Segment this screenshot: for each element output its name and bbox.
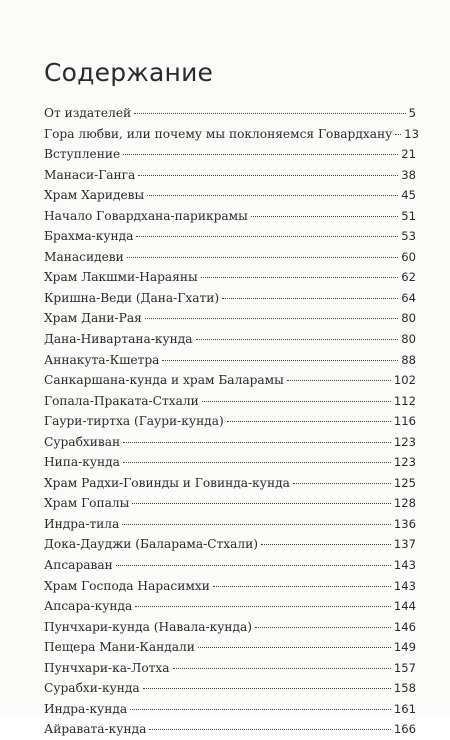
toc-entry: [44, 637, 416, 658]
toc-entry-title: Храм Лакшми-Нараяны: [44, 270, 198, 285]
toc-entry-title: Гаури-тиртха (Гаури-кунда): [44, 414, 224, 429]
toc-entry-title: Аннакута-Кшетра: [44, 352, 160, 367]
dot-leader: [227, 421, 391, 422]
toc-entry-page-number: 45: [401, 188, 416, 203]
dot-leader: [135, 606, 391, 607]
toc-entry-page-number: 157: [393, 660, 416, 675]
dot-leader: [287, 380, 391, 381]
toc-entry: [44, 555, 416, 576]
toc-entry-title: Сурабхи-кунда: [44, 681, 140, 696]
toc-entry-title: Санкаршана-кунда и храм Баларамы: [44, 373, 284, 388]
toc-entry-title: Пещера Мани-Кандали: [44, 640, 195, 655]
toc-entry-page-number: 112: [393, 393, 416, 408]
toc-entry: [44, 473, 416, 494]
toc-entry-page-number: 62: [401, 270, 416, 285]
page-title: Содержание: [44, 58, 214, 87]
toc-entry-title: Вступление: [44, 147, 121, 162]
toc-entry-title: Апсараван: [44, 558, 113, 573]
toc-entry: [44, 678, 416, 699]
toc-entry-title: Айравата-кунда: [44, 722, 147, 737]
dot-leader: [261, 544, 391, 545]
toc-entry-title: Сурабхиван: [44, 434, 121, 449]
toc-entry-title: От издателей: [44, 106, 132, 120]
toc-entry-page-number: 146: [393, 619, 416, 634]
dot-leader: [143, 688, 391, 689]
toc-entry: [44, 165, 416, 186]
toc-entry-page-number: 51: [401, 208, 416, 223]
toc-entry: [44, 493, 416, 514]
dot-leader: [123, 154, 398, 155]
toc-entry-title: Нипа-кунда: [44, 455, 120, 470]
dot-leader: [196, 339, 399, 340]
dot-leader: [116, 565, 391, 566]
toc-entry-title: Манасидеви: [44, 249, 124, 264]
toc-entry: [44, 617, 416, 638]
toc-entry: [44, 432, 416, 453]
dot-leader: [122, 524, 391, 525]
dot-leader: [123, 462, 391, 463]
dot-leader: [132, 503, 391, 504]
toc-entry-title: Пунчхари-ка-Лотха: [44, 660, 170, 675]
dot-leader: [145, 318, 398, 319]
dot-leader: [130, 709, 391, 710]
toc-entry: [44, 514, 416, 535]
toc-entry-page-number: 88: [401, 352, 416, 367]
toc-entry: [44, 144, 416, 165]
toc-entry-page-number: 53: [401, 229, 416, 244]
dot-leader: [123, 442, 391, 443]
dot-leader: [213, 586, 391, 587]
table-of-contents: [44, 103, 420, 740]
toc-entry-title: Индра-кунда: [44, 701, 128, 716]
toc-entry: [44, 226, 416, 247]
toc-entry-title: Манаси-Ганга: [44, 167, 136, 182]
toc-entry: [44, 534, 416, 555]
toc-entry-page-number: 5: [408, 106, 416, 120]
toc-entry-page-number: 123: [393, 455, 416, 470]
toc-entry-title: Гора любви, или почему мы поклоняемся Говардхану: [44, 126, 393, 141]
toc-entry-page-number: 21: [401, 147, 416, 162]
toc-entry: [44, 329, 416, 350]
dot-leader: [222, 298, 398, 299]
toc-entry: [44, 185, 416, 206]
toc-entry-title: Индра-тила: [44, 516, 120, 531]
toc-entry-page-number: 123: [393, 434, 416, 449]
toc-entry: [44, 103, 416, 124]
toc-entry-title: Дана-Нивартана-кунда: [44, 332, 193, 347]
toc-entry-page-number: 13: [404, 126, 420, 141]
toc-entry-page-number: 143: [393, 578, 416, 593]
dot-leader: [395, 134, 401, 135]
toc-entry-title: Апсара-кунда: [44, 599, 133, 614]
toc-entry-page-number: 60: [401, 249, 416, 264]
toc-entry-title: Дока-Дауджи (Баларама-Стхали): [44, 537, 259, 552]
dot-leader: [136, 236, 398, 237]
toc-entry-page-number: 80: [401, 332, 416, 347]
toc-entry: [44, 576, 416, 597]
toc-entry-title: Брахма-кунда: [44, 229, 134, 244]
toc-entry: [44, 699, 416, 720]
toc-entry: [44, 288, 416, 309]
dot-leader: [173, 668, 391, 669]
toc-entry: [44, 370, 416, 391]
toc-entry-title: Начало Говардхана-парикрамы: [44, 208, 248, 223]
toc-entry-page-number: 38: [401, 167, 416, 182]
toc-entry-page-number: 128: [393, 496, 416, 511]
dot-leader: [134, 113, 405, 114]
toc-entry-title: Пунчхари-кунда (Навала-кунда): [44, 619, 253, 634]
toc-entry-page-number: 116: [393, 414, 416, 429]
toc-entry: [44, 247, 416, 268]
toc-entry: [44, 308, 416, 329]
toc-entry-page-number: 149: [393, 640, 416, 655]
toc-entry: [44, 206, 416, 227]
toc-entry: [44, 124, 420, 145]
toc-entry-title: Храм Дани-Рая: [44, 311, 142, 326]
dot-leader: [251, 216, 398, 217]
toc-entry-title: Храм Радхи-Говинды и Говинда-кунда: [44, 475, 290, 490]
dot-leader: [201, 277, 399, 278]
toc-entry: [44, 391, 416, 412]
dot-leader: [147, 195, 398, 196]
dot-leader: [202, 401, 391, 402]
toc-entry-title: Храм Харидевы: [44, 188, 145, 203]
toc-entry-title: Храм Господа Нарасимхи: [44, 578, 210, 593]
toc-entry-page-number: 161: [393, 701, 416, 716]
dot-leader: [162, 360, 398, 361]
toc-entry-page-number: 102: [393, 373, 416, 388]
toc-entry-page-number: 80: [401, 311, 416, 326]
toc-entry-page-number: 144: [393, 599, 416, 614]
dot-leader: [293, 483, 391, 484]
toc-entry-page-number: 64: [401, 290, 416, 305]
toc-entry-page-number: 137: [393, 537, 416, 552]
toc-entry-title: Кришна-Веди (Дана-Гхати): [44, 290, 220, 305]
toc-entry-page-number: 158: [393, 681, 416, 696]
toc-entry-title: Гопала-Праката-Стхали: [44, 393, 199, 408]
toc-entry: [44, 658, 416, 679]
toc-entry: [44, 452, 416, 473]
dot-leader: [127, 257, 398, 258]
toc-entry-page-number: 136: [393, 516, 416, 531]
toc-entry: [44, 350, 416, 371]
dot-leader: [138, 175, 398, 176]
toc-entry-title: Храм Гопалы: [44, 496, 130, 511]
toc-entry: [44, 411, 416, 432]
toc-entry-page-number: 125: [393, 475, 416, 490]
toc-entry-page-number: 143: [393, 558, 416, 573]
toc-entry: [44, 596, 416, 617]
dot-leader: [198, 647, 391, 648]
dot-leader: [149, 729, 391, 730]
toc-entry: [44, 719, 416, 740]
dot-leader: [255, 627, 391, 628]
toc-entry-page-number: 166: [393, 722, 416, 737]
toc-entry: [44, 267, 416, 288]
